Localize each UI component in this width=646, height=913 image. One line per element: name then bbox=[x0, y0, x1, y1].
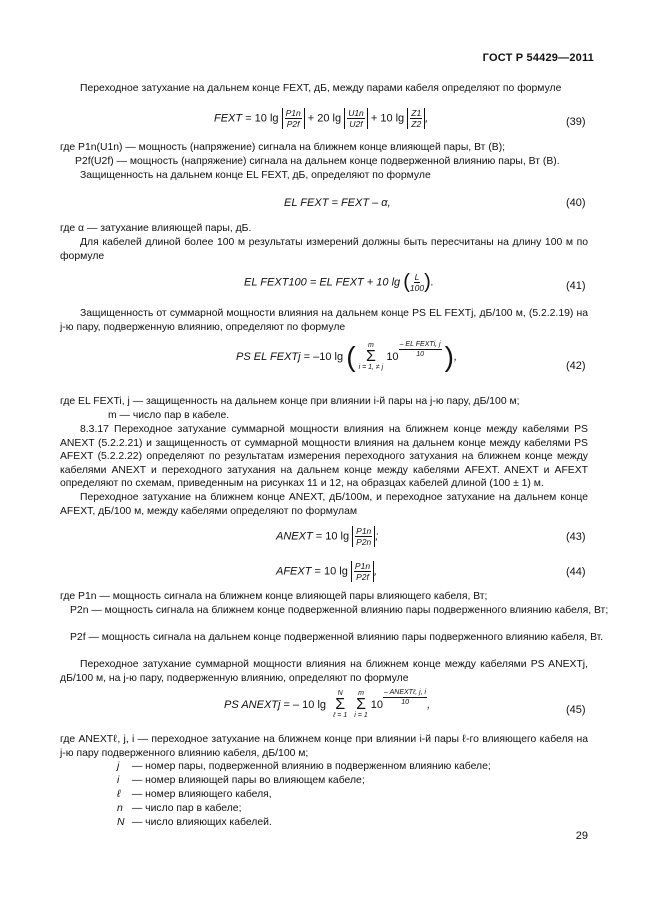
eq43-frac-den: P2n bbox=[356, 537, 372, 547]
eq39-tail: , bbox=[425, 112, 429, 125]
paragraph-el-fext: Защищенность на дальнем конце EL FEXT, дБ, определяют по формуле bbox=[80, 170, 431, 181]
eq45-lhs: PS ANEXTj bbox=[224, 699, 281, 712]
equation-44 bbox=[276, 561, 377, 582]
def-item: n — число пар в кабеле; bbox=[117, 803, 242, 814]
eq41-frac-num: L bbox=[414, 272, 420, 282]
eq42-lhs: PS EL FEXTj bbox=[236, 351, 301, 364]
equation-40-number: (40) bbox=[566, 197, 586, 209]
equation-39-number: (39) bbox=[566, 116, 586, 128]
eq44-tail: , bbox=[374, 565, 378, 578]
eq45-exp-den: 10 bbox=[401, 699, 409, 706]
equation-43 bbox=[276, 526, 378, 547]
eq42-tail: , bbox=[454, 351, 458, 364]
eq44-frac-num: P1n bbox=[354, 561, 371, 571]
eq39-frac1-num: P1n bbox=[285, 108, 301, 118]
eq45-sum1-bottom: ℓ = 1 bbox=[333, 712, 348, 720]
eq39-term2: + 20 lg bbox=[307, 112, 342, 125]
eq43-lhs: ANEXT bbox=[276, 530, 313, 543]
eq45-tail: , bbox=[427, 699, 431, 712]
equation-45: PS ANEXTj = – 10 lg N Σ ℓ = 1 m Σ i = 1 10 $\frac{\text{– ANEXTℓ, j, i}}{10}$ , bbox=[224, 689, 431, 720]
eq45-mid: = – 10 lg bbox=[283, 699, 327, 712]
equation-44-number: (44) bbox=[566, 566, 586, 578]
eq39-term3: + 10 lg bbox=[370, 112, 405, 125]
eq41-lhs: EL FEXT100 bbox=[244, 276, 307, 289]
equation-45-number: (45) bbox=[566, 704, 586, 716]
eq45-base: 10 bbox=[370, 699, 384, 712]
paragraph-fext-intro: Переходное затухание на дальнем конце FEXT, дБ, между парами кабеля определяют по формуле bbox=[80, 83, 562, 94]
eq45-sum2-top: m bbox=[358, 690, 364, 698]
equation-39 bbox=[214, 108, 428, 129]
eq41-frac-den: 100 bbox=[409, 283, 425, 293]
eq42-sum-top: m bbox=[367, 342, 374, 350]
eq42-base: 10 bbox=[386, 351, 399, 364]
paragraph-anext-afext: Переходное затухание на ближнем конце ANEXT, дБ/100м, и переходное затухание на дальнем конце AFEXT, дБ/100 м, между кабелями определяют по формулам bbox=[60, 492, 588, 517]
eq45-sum2-bottom: i = 1 bbox=[354, 712, 368, 720]
eq45-exp-num: – ANEXTℓ, j, i bbox=[384, 689, 427, 696]
eq44-lhs: AFEXT bbox=[276, 565, 312, 578]
where-p1n-cable: где P1n — мощность сигнала на ближнем конце влияющей пары влияющего кабеля, Вт; bbox=[60, 591, 488, 602]
eq42-exp-num: – EL FEXTi, j bbox=[399, 341, 441, 348]
eq39-frac3-num: Z1 bbox=[411, 108, 422, 118]
def-item: j — номер пары, подверженной влиянию в подверженном влиянию кабеле; bbox=[117, 761, 491, 772]
where-m: m — число пар в кабеле. bbox=[108, 410, 230, 421]
where-p2f: P2f(U2f) — мощность (напряжение) сигнала на дальнем конце подверженной влиянию пары, Вт (В). bbox=[75, 156, 560, 167]
eq43-frac-num: P1n bbox=[356, 526, 372, 536]
where-p1n: где P1n(U1n) — мощность (напряжение) сигнала на ближнем конце влияющей пары, Вт (В); bbox=[60, 142, 506, 153]
def-item: ℓ — номер влияющего кабеля, bbox=[117, 789, 272, 800]
eq41-mid: = EL FEXT + 10 lg bbox=[309, 276, 401, 289]
paragraph-8-3-17: 8.3.17 Переходное затухание суммарной мощности влияния на ближнем конце между кабелями PS ANEXT (5.2.2.21) и защищенность от суммарной мощности влияния на дальнем конце между кабелями PS AFEXT (5.2.2.22) определяют по результатам измерения переходного затухания на ближнем конце между кабелями ANEXT и переходного затухания на дальнем конце между кабелями AFEXT. ANEXT и AFEXT определяют по схемам, приведенным на рисунках 11 и 12, на образцах кабелей длиной (100 ± 1) м. bbox=[60, 424, 588, 490]
equation-40: EL FEXT = FEXT – α, bbox=[284, 197, 391, 209]
eq39-term1: = 10 lg bbox=[245, 112, 279, 125]
where-p2n-cable: P2n — мощность сигнала на ближнем конце подверженной влиянию пары подверженного влиянию кабеля, Вт; bbox=[70, 605, 609, 616]
eq39-frac3-den: Z2 bbox=[411, 119, 422, 129]
eq44-mid: = 10 lg bbox=[314, 565, 348, 578]
equation-41: EL FEXT100 = EL FEXT + 10 lg ( $\frac{L}{100}$ ). bbox=[244, 271, 434, 293]
eq45-sum1-top: N bbox=[337, 690, 343, 698]
equation-41-number: (41) bbox=[566, 280, 586, 292]
eq42-sum-bottom: i = 1, ≠ j bbox=[358, 364, 384, 372]
where-alpha: где α — затухание влияющей пары, дБ. bbox=[60, 223, 252, 234]
page-number: 29 bbox=[575, 830, 588, 842]
where-anext-lji: где ANEXTℓ, j, i — переходное затухание на ближнем конце при влиянии i-й пары ℓ-го влияющего кабеля на j-ю пару подверженного влиянию кабеля, дБ/100 м; bbox=[60, 734, 588, 759]
paragraph-ps-anext: Переходное затухание суммарной мощности влияния на ближнем конце между кабелями PS ANEXTj, дБ/100 м, на j-ю пару, подверженную влиянию, определяют по формуле bbox=[60, 659, 588, 684]
eq39-frac2-num: U1n bbox=[348, 108, 364, 118]
eq43-mid: = 10 lg bbox=[315, 530, 350, 543]
eq39-frac1-den: P2f bbox=[286, 119, 300, 129]
equation-43-number: (43) bbox=[566, 531, 586, 543]
where-el-fext-ij: где EL FEXTi, j — защищенность на дальнем конце при влиянии i-й пары на j-ю пару, дБ/100 м; bbox=[60, 396, 520, 407]
eq42-exp-den: 10 bbox=[416, 351, 424, 358]
where-p2f-cable: P2f — мощность сигнала на дальнем конце подверженной влиянию пары подверженного влиянию кабеля, Вт. bbox=[70, 632, 604, 643]
equation-42: PS EL FEXTj = –10 lg ( m Σ i = 1, ≠ j 10 $\frac{\text{– EL FEXTi, j}}{10}$ ), bbox=[236, 341, 458, 373]
eq44-frac-den: P2f bbox=[356, 572, 369, 582]
eq43-tail: ; bbox=[375, 530, 379, 543]
eq42-mid: = –10 lg bbox=[303, 351, 344, 364]
page-header-title: ГОСТ Р 54429—2011 bbox=[482, 52, 594, 64]
eq39-lhs: FEXT bbox=[214, 112, 243, 125]
paragraph-ps-el-fext: Защищенность от суммарной мощности влияния на дальнем конце PS EL FEXTj, дБ/100 м, (5.2.2.19) на j-ю пару, подверженную влиянию, определяют по формуле bbox=[60, 308, 588, 333]
eq39-frac2-den: U2f bbox=[349, 119, 363, 129]
def-item: i — номер влияющей пары во влияющем кабеле; bbox=[117, 775, 365, 786]
def-item: N — число влияющих кабелей. bbox=[117, 817, 272, 828]
paragraph-recalc-100m: Для кабелей длиной более 100 м результаты измерений должны быть пересчитаны на длину 100 м по формуле bbox=[60, 237, 588, 262]
equation-42-number: (42) bbox=[566, 360, 586, 372]
eq41-tail: . bbox=[430, 276, 434, 289]
